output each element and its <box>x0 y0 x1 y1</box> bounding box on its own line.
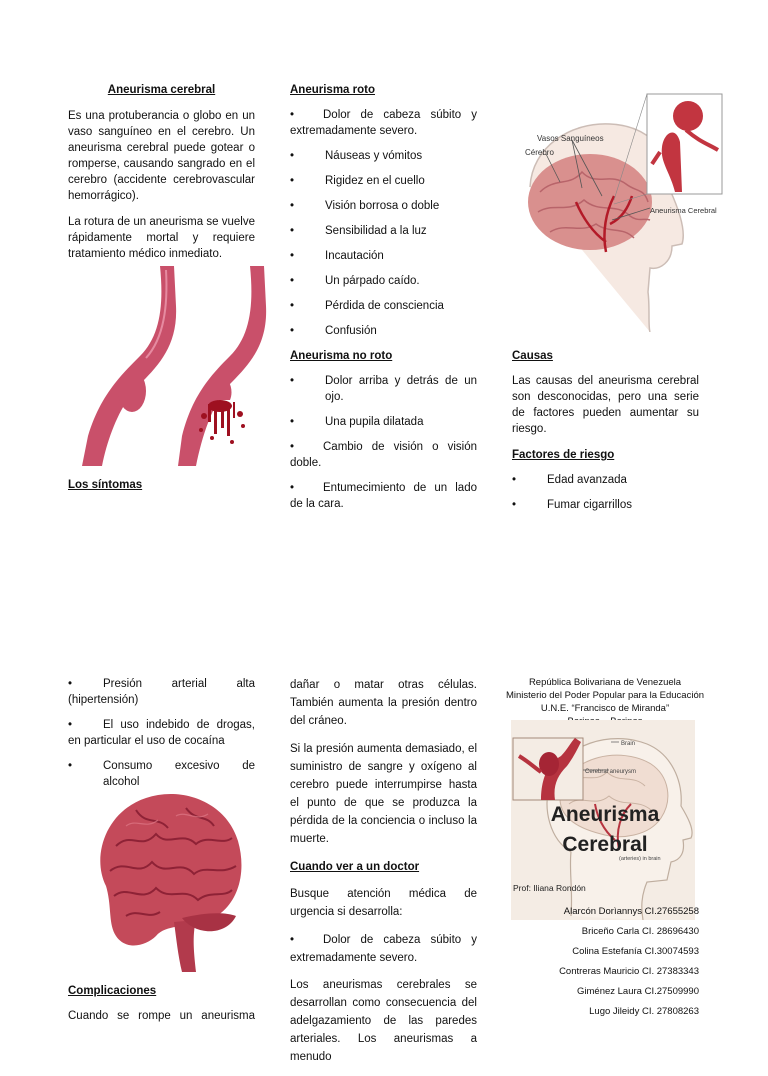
list-item: • Dolor de cabeza súbito y extremadamente severo. <box>290 109 477 137</box>
label-vasos: Vasos Sanguíneos <box>537 134 604 143</box>
list-item: • Visión borrosa o doble <box>290 200 440 212</box>
cover-illustration <box>511 720 695 920</box>
section-title-sintomas: Los síntomas <box>68 479 143 491</box>
complicaciones-paragraph: Cuando se rompe un aneurisma <box>68 1010 255 1022</box>
panel-causes <box>512 348 699 522</box>
list-item: • Edad avanzada <box>512 474 627 486</box>
section-title-aneurisma-roto: Aneurisma roto <box>290 84 375 96</box>
cover-authors <box>505 902 699 1022</box>
list-item: • Consumo excesivo de alcohol <box>68 760 255 788</box>
header-line: U.N.E. “Francisco de Miranda” <box>540 703 670 714</box>
list-item: • Sensibilidad a la luz <box>290 225 427 237</box>
section-title-aneurisma-no-roto: Aneurisma no roto <box>290 350 393 362</box>
list-item: • Rigidez en el cuello <box>290 175 425 187</box>
list-item: • Dolor de cabeza súbito y extremadamente severo. <box>290 934 477 964</box>
list-item: • El uso indebido de drogas, en particular el uso de cocaína <box>68 719 255 747</box>
panel-risk-continued <box>68 676 255 799</box>
list-item: • Confusión <box>290 325 377 337</box>
complications-paragraph-1: dañar o matar otras células. También aumenta la presión dentro del cráneo. <box>290 679 477 727</box>
panel-symptoms <box>290 82 477 521</box>
brainstem <box>174 920 196 972</box>
author-line: Alarcón Dorìannys CI.27655258 <box>563 906 699 917</box>
unruptured-aneurysm-bulb <box>118 370 146 412</box>
inset-aneurysm-bulb <box>673 101 703 131</box>
section-title-factores: Factores de riesgo <box>512 449 615 461</box>
section-title-aneurisma-cerebral: Aneurisma cerebral <box>107 84 216 96</box>
author-line: Lugo Jileidy CI. 27808263 <box>589 1006 699 1017</box>
causas-paragraph: Las causas del aneurisma cerebral son desconocidas, pero una serie de factores pueden aumentar su riesgo. <box>512 375 699 435</box>
list-item: • Náuseas y vómitos <box>290 150 423 162</box>
label-cerebro: Cérebro <box>525 148 554 157</box>
list-item: • Fumar cigarrillos <box>512 499 632 511</box>
list-item: • Un párpado caído. <box>290 275 420 287</box>
author-line: Contreras Mauricio CI. 27383343 <box>559 966 699 977</box>
author-line: Briceño Carla CI. 28696430 <box>581 926 699 937</box>
list-item: • Cambio de visión o visión doble. <box>290 441 477 469</box>
author-line: Colina Estefanía CI.30074593 <box>572 946 699 957</box>
doctor-paragraph: Busque atención médica de urgencia si desarrolla: <box>290 888 477 918</box>
cover-aneurysm-bulb <box>539 752 559 776</box>
brain-anatomy-illustration <box>510 92 725 332</box>
intro-paragraph-1: Es una protuberancia o globo en un vaso sanguíneo en el cerebro. Un aneurisma cerebral puede gotear o romperse, causando sangrado en el cerebro (accidente cerebrovascular hemorrágico). <box>68 110 255 202</box>
section-title-complicaciones: Complicaciones <box>68 985 157 997</box>
artery-left-vessel <box>82 266 176 466</box>
complications-paragraph-3: Los aneurismas cerebrales se desarrollan como consecuencia del adelgazamiento de las paredes arteriales. Los aneurismas a menudo <box>290 979 477 1063</box>
cover-label-arteries: (arteries) in brain <box>619 856 661 862</box>
list-item: • Dolor arriba y detrás de un ojo. <box>290 375 477 403</box>
aneurysm-illustration <box>80 266 270 466</box>
cover-title-line1: Aneurisma <box>550 803 660 826</box>
list-item: • Una pupila dilatada <box>290 416 424 428</box>
cover-label-brain: Brain <box>621 741 636 747</box>
cover-label-aneurysm: Cerebral aneurysm <box>585 769 637 775</box>
panel-intro <box>68 82 255 272</box>
list-item: • Incautación <box>290 250 384 262</box>
author-line: Giménez Laura CI.27509990 <box>577 986 699 997</box>
brain-illustration <box>86 786 246 976</box>
header-line: República Bolivariana de Venezuela <box>528 677 682 688</box>
list-item: • Entumecimiento de un lado de la cara. <box>290 482 477 510</box>
brain-shape <box>528 154 652 250</box>
cover-title-line2: Cerebral <box>562 833 648 856</box>
section-title-doctor: Cuando ver a un doctor <box>290 861 420 873</box>
label-aneurisma: Aneurisma Cerebral <box>650 206 717 215</box>
cover-prof: Prof: Iliana Rondón <box>513 883 586 893</box>
panel-complications-continued <box>290 676 477 1076</box>
intro-paragraph-2: La rotura de un aneurisma se vuelve rápidamente mortal y requiere tratamiento médico inmediato. <box>68 216 255 260</box>
section-title-causas: Causas <box>512 350 553 362</box>
header-line: Ministerio del Poder Popular para la Educación <box>505 690 705 701</box>
artery-right-vessel <box>178 266 266 466</box>
list-item: • Presión arterial alta (hipertensión) <box>68 678 255 706</box>
list-item: • Pérdida de consciencia <box>290 300 444 312</box>
complications-paragraph-2: Si la presión aumenta demasiado, el suministro de sangre y oxígeno al cerebro puede interrumpirse hasta el punto de que se produzca la pérdida de la conciencia o incluso la muerte. <box>290 743 477 845</box>
